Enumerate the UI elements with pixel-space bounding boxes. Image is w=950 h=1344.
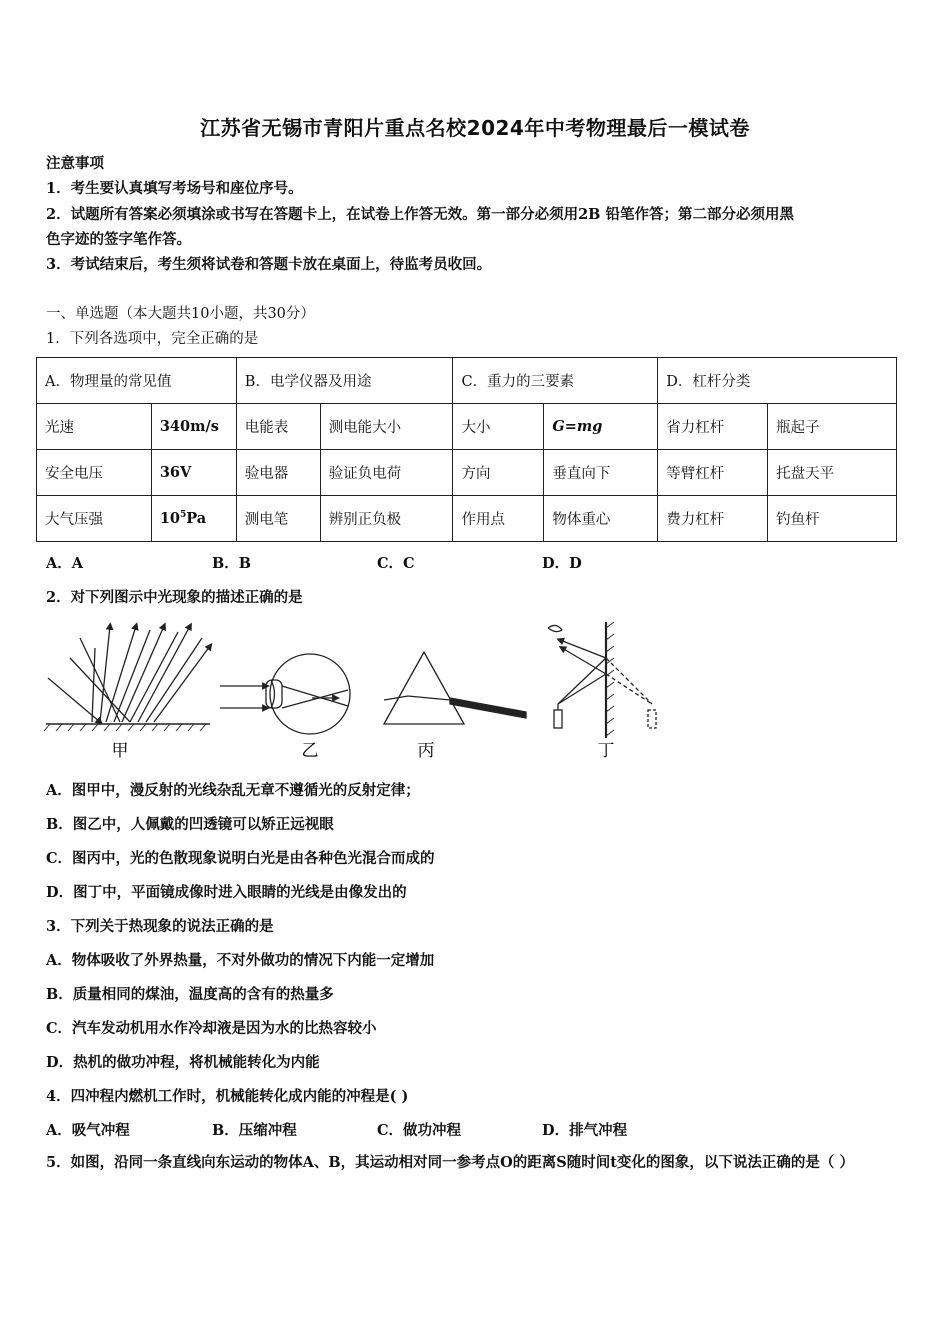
table-cell: 340m/s <box>151 404 236 450</box>
q3-option-d[interactable]: D．热机的做功冲程，将机械能转化为内能 <box>46 1054 320 1071</box>
table-header: D．杠杆分类 <box>658 358 897 404</box>
table-cell: 验电器 <box>236 450 320 496</box>
table-row <box>37 496 897 542</box>
table-row <box>37 404 897 450</box>
option-b[interactable]: B．B <box>212 555 252 572</box>
q3-option-c[interactable]: C．汽车发动机用水作冷却液是因为水的比热容较小 <box>46 1020 377 1037</box>
q2-option-b[interactable]: B．图乙中，人佩戴的凹透镜可以矫正远视眼 <box>46 816 334 833</box>
table-cell: 光速 <box>37 404 152 450</box>
figure-label: 丙 <box>417 741 435 761</box>
q5-stem: 5．如图，沿同一条直线向东运动的物体A、B，其运动相对同一参考点O的距离S随时间t变化的图象，以下说法正确的是（ ） <box>46 1154 854 1171</box>
eye-lens-diagram <box>220 654 350 734</box>
table-header: A．物理量的常见值 <box>37 358 237 404</box>
notice-heading: 注意事项 <box>46 155 104 172</box>
table-cell: 辨别正负极 <box>320 496 453 542</box>
table-cell: 方向 <box>453 450 544 496</box>
prism-diagram <box>384 652 526 724</box>
option-c[interactable]: C．做功冲程 <box>377 1122 462 1139</box>
plane-mirror-diagram <box>548 622 656 738</box>
table-cell: 物体重心 <box>544 496 658 542</box>
notice-item: 色字迹的签字笔作答。 <box>46 231 191 248</box>
table-cell: 测电笔 <box>236 496 320 542</box>
notice-item: 3．考试结束后，考生须将试卷和答题卡放在桌面上，待监考员收回。 <box>46 256 492 273</box>
figure-label: 甲 <box>111 741 129 761</box>
table-cell: 垂直向下 <box>544 450 658 496</box>
q3-stem: 3．下列关于热现象的说法正确的是 <box>46 918 274 935</box>
q2-option-d[interactable]: D．图丁中，平面镜成像时进入眼睛的光线是由像发出的 <box>46 884 407 901</box>
table-cell: 托盘天平 <box>768 450 897 496</box>
q3-option-b[interactable]: B．质量相同的煤油，温度高的含有的热量多 <box>46 986 334 1003</box>
table-cell: 钓鱼杆 <box>768 496 897 542</box>
table-cell: 大小 <box>453 404 544 450</box>
table-cell: G=mg <box>544 404 658 450</box>
option-c[interactable]: C．C <box>377 555 415 572</box>
table-cell: 大气压强 <box>37 496 152 542</box>
figure-label: 丁 <box>597 741 615 761</box>
option-d[interactable]: D．D <box>542 555 582 572</box>
figure-label: 乙 <box>301 741 319 761</box>
q1-stem: 1．下列各选项中，完全正确的是 <box>46 331 259 347</box>
pressure-exponent: 5 <box>180 510 187 521</box>
table-cell: 安全电压 <box>37 450 152 496</box>
q1-table <box>36 357 897 542</box>
table-cell: 瓶起子 <box>768 404 897 450</box>
table-header: B．电学仪器及用途 <box>236 358 453 404</box>
q2-option-c[interactable]: C．图丙中，光的色散现象说明白光是由各种色光混合而成的 <box>46 850 435 867</box>
table-cell <box>151 496 236 542</box>
table-cell: 省力杠杆 <box>658 404 768 450</box>
q3-option-a[interactable]: A．物体吸收了外界热量，不对外做功的情况下内能一定增加 <box>46 952 435 969</box>
table-cell: 36V <box>151 450 236 496</box>
q2-option-a[interactable]: A．图甲中，漫反射的光线杂乱无章不遵循光的反射定律； <box>46 782 420 799</box>
pressure-unit: Pa <box>186 510 207 527</box>
section-heading: 一、单选题（本大题共10小题，共30分） <box>46 306 315 322</box>
q4-stem: 4．四冲程内燃机工作时，机械能转化成内能的冲程是( ) <box>46 1088 409 1105</box>
table-cell: 验证负电荷 <box>320 450 453 496</box>
option-a[interactable]: A．A <box>46 555 84 572</box>
table-cell: 作用点 <box>453 496 544 542</box>
notice-item: 1．考生要认真填写考场号和座位序号。 <box>46 180 303 197</box>
table-cell: 电能表 <box>236 404 320 450</box>
diffuse-reflection-diagram <box>44 626 210 731</box>
option-b[interactable]: B．压缩冲程 <box>212 1122 297 1139</box>
table-cell: 测电能大小 <box>320 404 453 450</box>
option-a[interactable]: A．吸气冲程 <box>46 1122 130 1139</box>
page-title: 江苏省无锡市青阳片重点名校2024年中考物理最后一模试卷 <box>200 116 750 140</box>
option-d[interactable]: D．排气冲程 <box>542 1122 628 1139</box>
table-cell: 费力杠杆 <box>658 496 768 542</box>
notice-item: 2．试题所有答案必须填涂或书写在答题卡上，在试卷上作答无效。第一部分必须用2B 铅笔作答；第二部分必须用黑 <box>46 206 794 223</box>
table-header: C．重力的三要素 <box>453 358 658 404</box>
table-row <box>37 450 897 496</box>
table-cell: 等臂杠杆 <box>658 450 768 496</box>
table-header-row <box>37 358 897 404</box>
q2-stem: 2．对下列图示中光现象的描述正确的是 <box>46 589 303 606</box>
q2-figure <box>40 618 670 763</box>
pressure-base: 10 <box>159 510 181 527</box>
